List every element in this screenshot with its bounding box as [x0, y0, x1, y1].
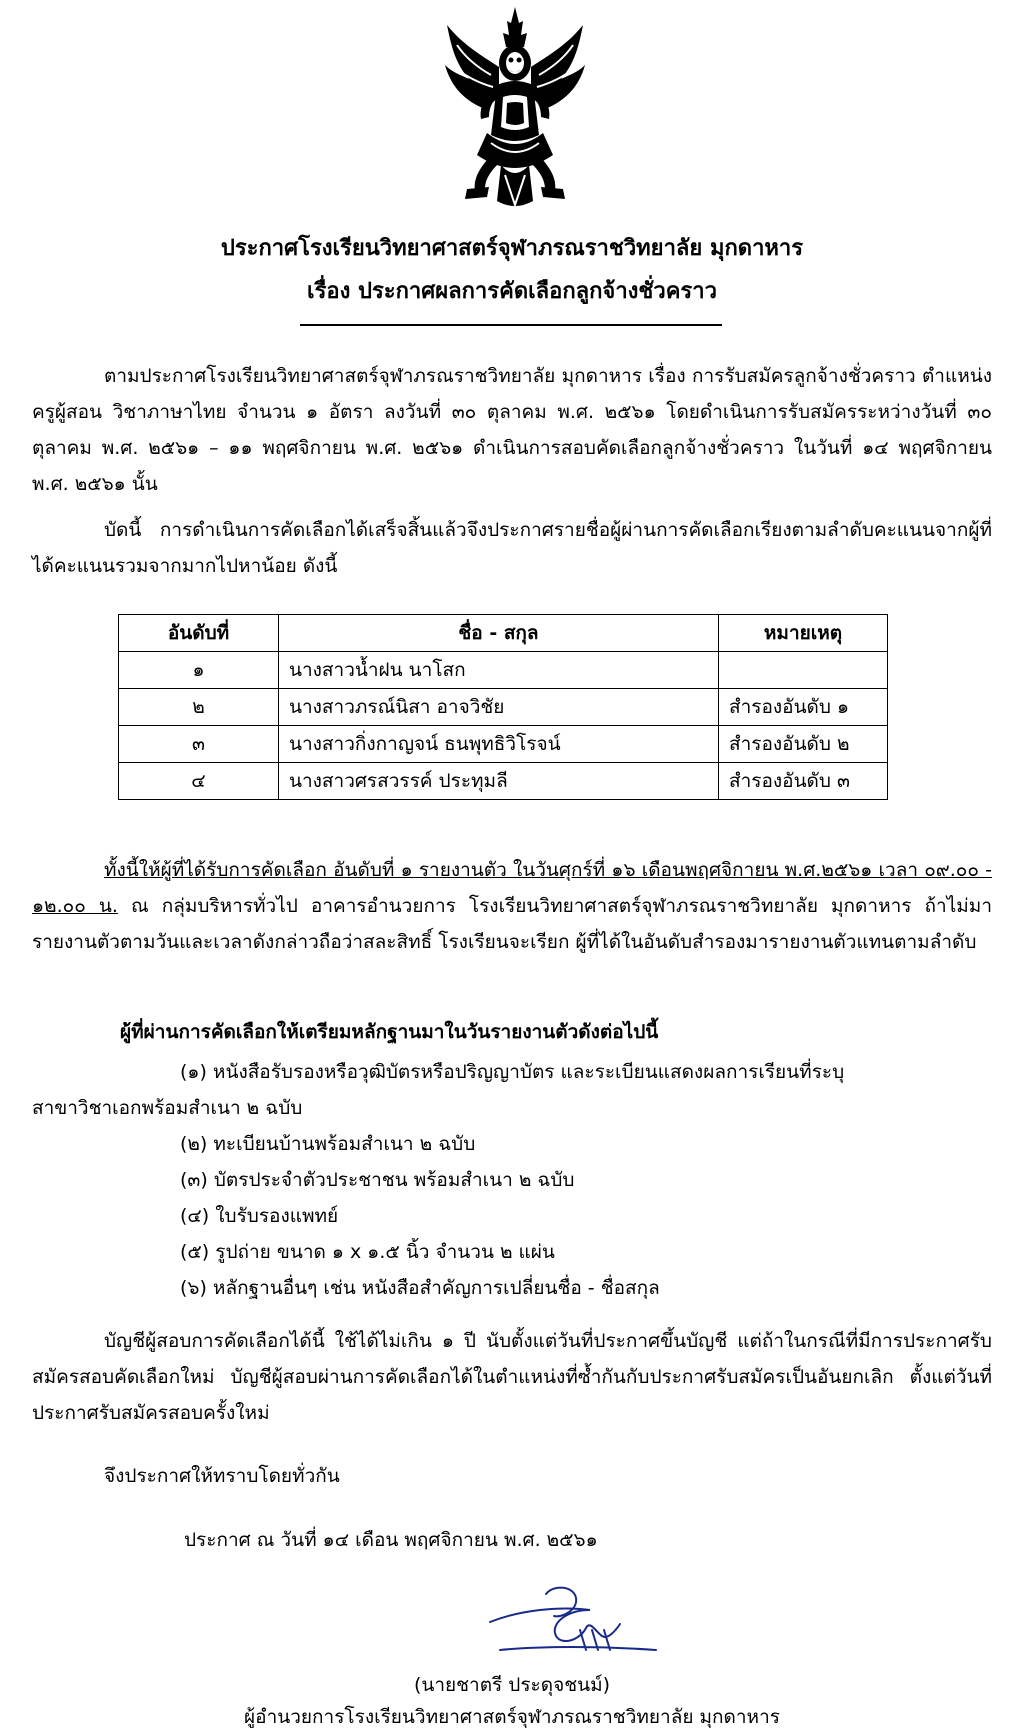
rank-cell: ๑ — [119, 652, 279, 689]
rank-cell: ๔ — [119, 763, 279, 800]
signer-name: (นายชาตรี ประดุจชนม์) — [413, 1674, 611, 1696]
list-item: (๖) หลักฐานอื่นๆ เช่น หนังสือสำคัญการเปลี่ยนชื่อ - ชื่อสกุล — [180, 1277, 660, 1299]
table-row — [119, 689, 888, 726]
list-item: (๓) บัตรประจำตัวประชาชน พร้อมสำเนา ๒ ฉบับ — [180, 1169, 575, 1191]
name-cell: นางสาวศรสวรรค์ ประทุมลี — [279, 763, 719, 800]
list-item: (๒) ทะเบียนบ้านพร้อมสำเนา ๒ ฉบับ — [180, 1133, 476, 1155]
list-item: (๔) ใบรับรองแพทย์ — [180, 1205, 339, 1227]
signer-title: ผู้อำนวยการโรงเรียนวิทยาศาสตร์จุฬาภรณราชวิทยาลัย มุกดาหาร — [244, 1706, 780, 1728]
paragraph-report: ทั้งนี้ให้ผู้ที่ได้รับการคัดเลือก อันดับที่ ๑ รายงานตัว ในวันศุกร์ที่ ๑๖ เดือนพฤศจิกายน พ.ศ.๒๕๖๑ เวลา ๐๙.๐๐ - ๑๒.๐๐ น. ณ กลุ่มบริหารทั่วไป อาคารอำนวยการ โรงเรียนวิทยาศาสตร์จุฬาภรณราชวิทยาลัย มุกดาหาร ถ้าไม่มารายงานตัวตามวันและเวลาดังกล่าวถือว่าสละสิทธิ์ โรงเรียนจะเรียก ผู้ที่ได้ในอันดับสำรองมารายงานตัวแทนตามลำดับ — [32, 859, 993, 953]
note-cell — [719, 652, 888, 689]
name-cell: นางสาวภรณ์นิสา อาจวิชัย — [279, 689, 719, 726]
name-cell: นางสาวกิ่งกาญจน์ ธนพุทธิวิโรจน์ — [279, 726, 719, 763]
rank-cell: ๓ — [119, 726, 279, 763]
page-subject: เรื่อง ประกาศผลการคัดเลือกลูกจ้างชั่วคราว — [307, 279, 717, 304]
requirements-list — [32, 1054, 992, 1306]
list-item: (๕) รูปถ่าย ขนาด ๑ x ๑.๕ นิ้ว จำนวน ๒ แผ่น — [180, 1241, 555, 1263]
rank-cell: ๒ — [119, 689, 279, 726]
col-name-header: ชื่อ - สกุล — [279, 615, 719, 652]
table-row — [119, 726, 888, 763]
table-row — [119, 652, 888, 689]
requirements-heading: ผู้ที่ผ่านการคัดเลือกให้เตรียมหลักฐานมาในวันรายงานตัวดังต่อไปนี้ — [120, 1021, 659, 1043]
table-row — [119, 763, 888, 800]
garuda-emblem-icon — [441, 5, 589, 215]
report-date-text: ทั้งนี้ให้ผู้ที่ได้รับการคัดเลือก อันดับที่ ๑ รายงานตัว ในวันศุกร์ที่ ๑๖ เดือนพฤศจิกายน พ.ศ.๒๕๖๑ เวลา ๐๙.๐๐ - ๑๒.๐๐ น. — [32, 859, 993, 917]
col-rank-header: อันดับที่ — [119, 615, 279, 652]
closing-statement: จึงประกาศให้ทราบโดยทั่วกัน — [104, 1465, 340, 1487]
results-table — [118, 614, 888, 800]
note-cell: สำรองอันดับ ๑ — [719, 689, 888, 726]
col-note-header: หมายเหตุ — [719, 615, 888, 652]
page-title: ประกาศโรงเรียนวิทยาศาสตร์จุฬาภรณราชวิทยาลัย มุกดาหาร — [220, 236, 804, 261]
note-cell: สำรองอันดับ ๒ — [719, 726, 888, 763]
name-cell: นางสาวน้ำฝน นาโสก — [279, 652, 719, 689]
list-item: (๑) หนังสือรับรองหรือวุฒิบัตรหรือปริญญาบัตร และระเบียนแสดงผลการเรียนที่ระบุ สาขาวิชาเอกพร้อมสำเนา ๒ ฉบับ — [32, 1061, 845, 1119]
paragraph-result: บัดนี้ การดำเนินการคัดเลือกได้เสร็จสิ้นแล้วจึงประกาศรายชื่อผู้ผ่านการคัดเลือกเรียงตามลำดับคะแนนจากผู้ที่ได้คะแนนรวมจากมากไปหาน้อย ดังนี้ — [32, 519, 992, 577]
note-cell: สำรองอันดับ ๓ — [719, 763, 888, 800]
table-header-row — [119, 615, 888, 652]
paragraph-validity: บัญชีผู้สอบการคัดเลือกได้นี้ ใช้ได้ไม่เกิน ๑ ปี นับตั้งแต่วันที่ประกาศขึ้นบัญชี แต่ถ้าในกรณีที่มีการประกาศรับสมัครสอบคัดเลือกใหม่ บัญชีผู้สอบผ่านการคัดเลือกได้ในตำแหน่งที่ซ้ำกันกับประกาศรับสมัครเป็นอันยกเลิก ตั้งแต่วันที่ประกาศรับสมัครสอบครั้งใหม่ — [32, 1330, 992, 1424]
title-divider — [300, 324, 722, 326]
signature-icon — [470, 1580, 670, 1670]
paragraph-intro: ตามประกาศโรงเรียนวิทยาศาสตร์จุฬาภรณราชวิทยาลัย มุกดาหาร เรื่อง การรับสมัครลูกจ้างชั่วคราว ตำแหน่ง ครูผู้สอน วิชาภาษาไทย จำนวน ๑ อัตรา ลงวันที่ ๓๐ ตุลาคม พ.ศ. ๒๕๖๑ โดยดำเนินการรับสมัครระหว่างวันที่ ๓๐ ตุลาคม พ.ศ. ๒๕๖๑ – ๑๑ พฤศจิกายน พ.ศ. ๒๕๖๑ ดำเนินการสอบคัดเลือกลูกจ้างชั่วคราว ในวันที่ ๑๔ พฤศจิกายน พ.ศ. ๒๕๖๑ นั้น — [32, 365, 992, 495]
announcement-date: ประกาศ ณ วันที่ ๑๔ เดือน พฤศจิกายน พ.ศ. ๒๕๖๑ — [184, 1529, 598, 1551]
